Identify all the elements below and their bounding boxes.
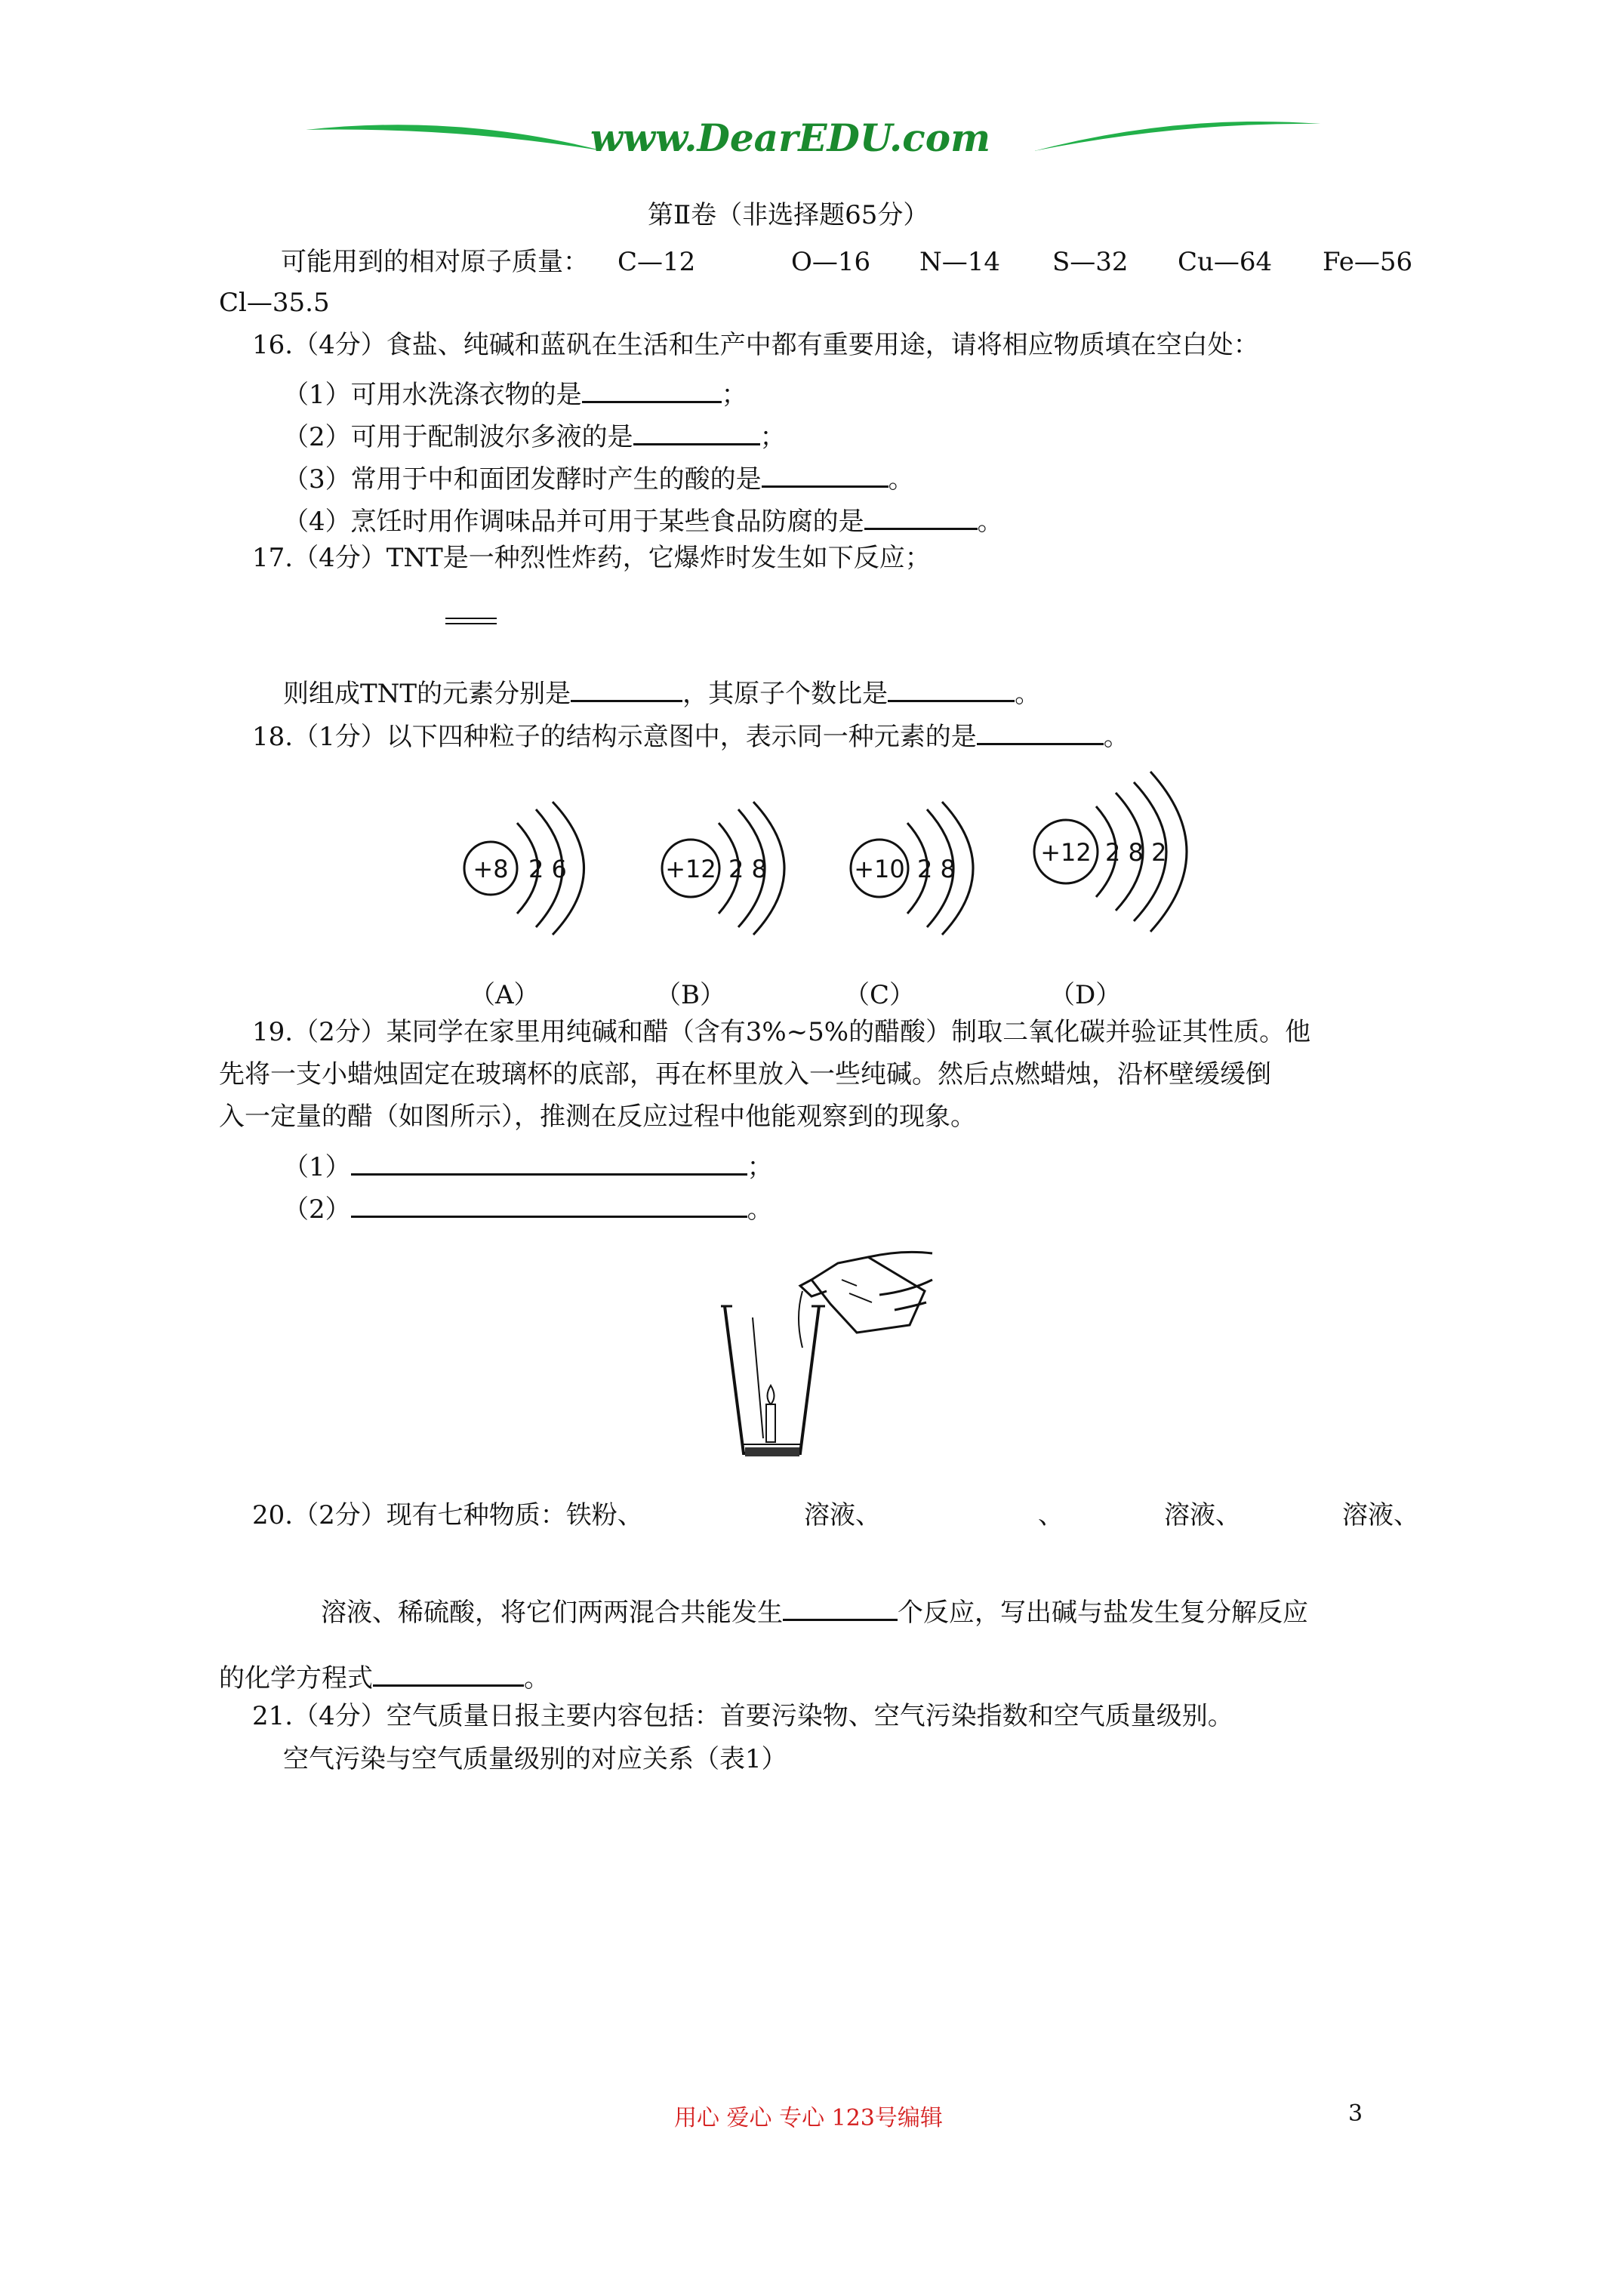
q20-line-3a: 的化学方程式: [219, 1663, 373, 1693]
diagram-a-label: （A）: [470, 980, 540, 1010]
diagram-c-label: （C）: [844, 980, 916, 1010]
q21-stem: 21.（4分）空气质量日报主要内容包括：首要污染物、空气污染指数和空气质量级别。: [252, 1701, 1233, 1731]
q17-ask-b: ，其原子个数比是: [682, 679, 888, 709]
q16-item-1: [283, 375, 747, 408]
atomic-mass-s: S—32: [1052, 247, 1129, 277]
q17-equation-equals: [445, 618, 497, 628]
diagram-a-shells: 2 6: [528, 855, 567, 883]
section-title: 第Ⅱ卷（非选择题65分）: [648, 200, 929, 230]
q20-line-1d: 溶液、: [1164, 1500, 1241, 1530]
q19-blank-2[interactable]: [351, 1190, 747, 1218]
q18-stem-text: 18.（1分）以下四种粒子的结构示意图中，表示同一种元素的是: [252, 722, 977, 752]
q16-item-1-text: （1）可用水洗涤衣物的是: [283, 380, 582, 410]
q20-line-1e: 溶液、: [1342, 1500, 1419, 1530]
atomic-mass-intro: 可能用到的相对原子质量：: [281, 247, 589, 277]
q16-item-1-end: ；: [721, 380, 747, 410]
q16-item-3-end: 。: [888, 464, 914, 495]
q18-blank[interactable]: [977, 717, 1104, 745]
header-swoosh-right: [1034, 113, 1321, 159]
q18-stem-end: 。: [1103, 722, 1129, 752]
diagram-d: [1034, 772, 1187, 932]
q16-item-4: [283, 502, 1003, 535]
q20-line-2a: 溶液、稀硫酸，将它们两两混合共能发生: [321, 1598, 783, 1628]
q19-item-1-end: ；: [747, 1152, 773, 1182]
diagram-c: [851, 802, 973, 935]
q16-item-2-text: （2）可用于配制波尔多液的是: [283, 422, 633, 452]
q16-item-4-text: （4）烹饪时用作调味品并可用于某些食品防腐的是: [283, 507, 864, 537]
q16-blank-1[interactable]: [582, 375, 722, 403]
q16-blank-3[interactable]: [762, 460, 888, 488]
q16-item-3: [283, 460, 914, 495]
q19-line-1: 19.（2分）某同学在家里用纯碱和醋（含有3%~5%的醋酸）制取二氧化碳并验证其性质。他: [252, 1017, 1311, 1047]
q19-item-2-text: （2）: [283, 1194, 351, 1225]
q19-item-2-end: 。: [747, 1194, 773, 1225]
footer-text: 用心 爱心 专心 123号编辑: [674, 2105, 943, 2131]
diagram-b-nucleus: +12: [665, 855, 716, 883]
q19-line-3: 入一定量的醋（如图所示），推测在反应过程中他能观察到的现象。: [219, 1102, 976, 1132]
q20-line-2b: 个反应，写出碱与盐发生复分解反应: [898, 1598, 1308, 1628]
q18-diagrams: [453, 763, 1208, 1004]
q16-stem: 16.（4分）食盐、纯碱和蓝矾在生活和生产中都有重要用途，请将相应物质填在空白处：: [252, 330, 1259, 360]
q20-line-1a: 20.（2分）现有七种物质：铁粉、: [252, 1500, 643, 1530]
diagram-a: [464, 802, 584, 935]
atomic-mass-n: N—14: [919, 247, 1001, 277]
page-number: 3: [1348, 2100, 1363, 2127]
q17-blank-elements[interactable]: [571, 674, 682, 702]
q18-stem: [252, 717, 1129, 750]
site-logo-text: www.DearEDU.com: [590, 116, 991, 160]
diagram-d-nucleus: +12: [1040, 838, 1092, 867]
atomic-mass-cl: Cl—35.5: [219, 288, 330, 318]
q17-blank-ratio[interactable]: [888, 674, 1015, 702]
diagram-b: [662, 802, 784, 935]
q19-item-1: [283, 1148, 773, 1180]
atomic-mass-cu: Cu—64: [1178, 247, 1273, 277]
q17-stem: 17.（4分）TNT是一种烈性炸药，它爆炸时发生如下反应；: [252, 543, 931, 573]
diagram-d-label: （D）: [1049, 980, 1122, 1010]
diagram-c-shells: 2 8: [917, 855, 956, 883]
q20-line-3: [219, 1659, 550, 1691]
q16-item-3-text: （3）常用于中和面团发酵时产生的酸的是: [283, 464, 762, 495]
q16-blank-2[interactable]: [633, 418, 760, 445]
q19-item-1-text: （1）: [283, 1152, 351, 1182]
q19-line-2: 先将一支小蜡烛固定在玻璃杯的底部，再在杯里放入一些纯碱。然后点燃蜡烛，沿杯壁缓缓倒: [219, 1059, 1271, 1089]
q16-item-2: [283, 418, 786, 450]
header-swoosh-left: [306, 113, 608, 159]
q19-item-2: [283, 1190, 773, 1225]
atomic-mass-fe: Fe—56: [1323, 247, 1413, 277]
q20-line-3b: 。: [524, 1663, 550, 1693]
diagram-b-shells: 2 8: [728, 855, 767, 883]
q16-item-4-end: 。: [977, 507, 1003, 537]
q17-ask-a: 则组成TNT的元素分别是: [283, 679, 571, 709]
atomic-mass-o: O—16: [791, 247, 871, 277]
q20-line-2: [321, 1593, 1308, 1626]
q17-ask-end: 。: [1015, 679, 1041, 709]
q17-ask: [283, 674, 1040, 707]
q21-table-caption: 空气污染与空气质量级别的对应关系（表1）: [283, 1744, 787, 1774]
q20-line-1b: 溶液、: [804, 1500, 881, 1530]
q16-blank-4[interactable]: [864, 502, 978, 530]
q16-item-2-end: ；: [759, 422, 786, 452]
diagram-b-label: （B）: [655, 980, 725, 1010]
diagram-d-shells: 2 8 2: [1105, 838, 1167, 867]
diagram-c-nucleus: +10: [854, 855, 905, 883]
q20-line-1c: 、: [1038, 1500, 1064, 1530]
atomic-mass-c: C—12: [617, 247, 696, 277]
diagram-a-nucleus: +8: [473, 855, 509, 883]
q20-blank-count[interactable]: [783, 1593, 898, 1621]
q20-blank-equation[interactable]: [373, 1659, 524, 1687]
q19-blank-1[interactable]: [351, 1148, 747, 1176]
cup-candle-illustration: [706, 1250, 955, 1469]
